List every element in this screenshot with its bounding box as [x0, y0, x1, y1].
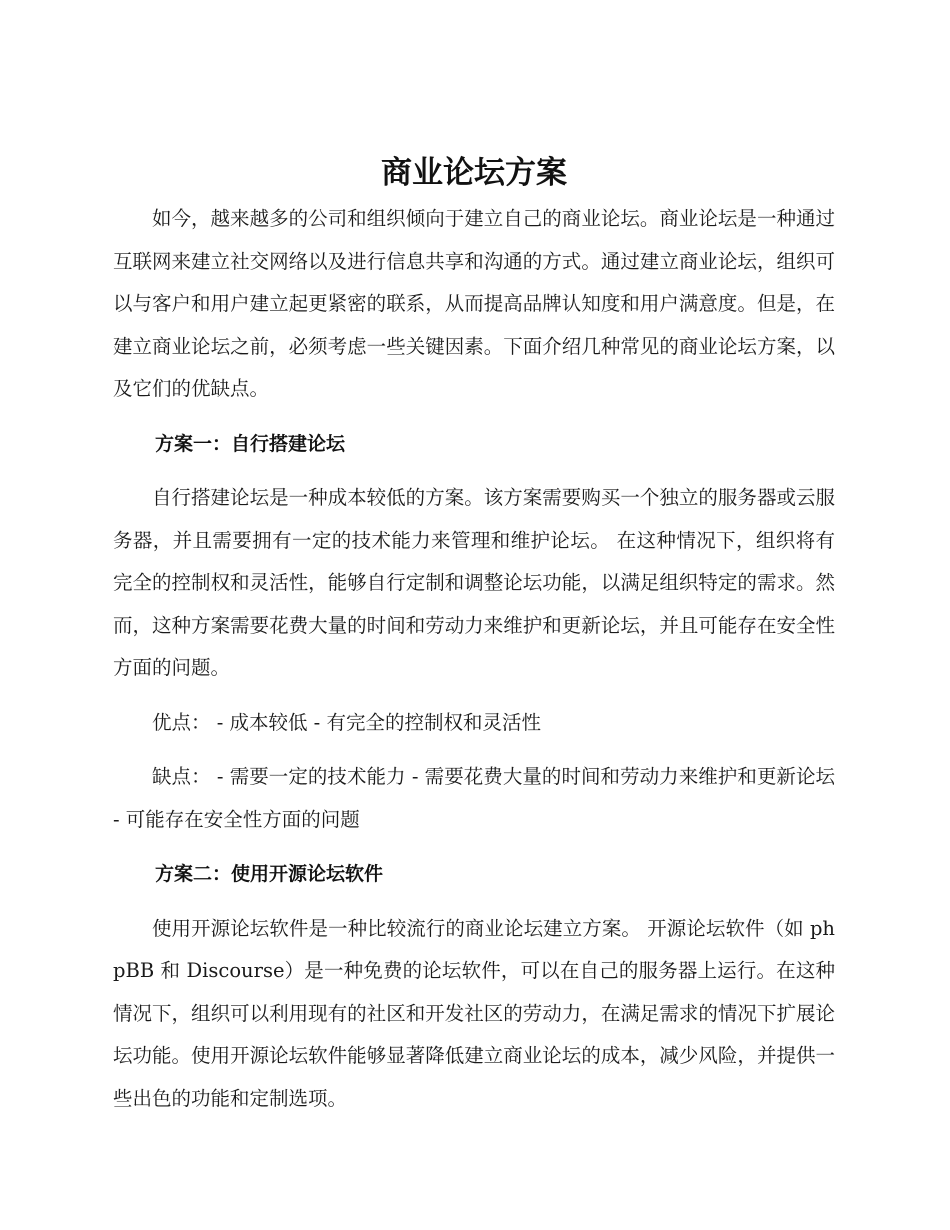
section-heading-option-2: 方案二：使用开源论坛软件 [155, 863, 384, 885]
section-heading-option-1: 方案一：自行搭建论坛 [155, 432, 346, 455]
section-body-option-1: 自行搭建论坛是一种成本较低的方案。该方案需要购买一个独立的服务器或云服务器，并且需要拥有一定的技术能力来管理和维护论坛。 在这种情况下，组织将有完全的控制权和灵活性，能够自行定制和调整论坛功能，以满足组织特定的需求。然而，这种方案需要花费大量的时间和劳动力来维护和更新论坛，并且可能存在安全性方面的问题。 [113, 486, 835, 679]
intro-paragraph: 如今，越来越多的公司和组织倾向于建立自己的商业论坛。商业论坛是一种通过互联网来建立社交网络以及进行信息共享和沟通的方式。通过建立商业论坛，组织可以与客户和用户建立起更紧密的联系，从而提高品牌认知度和用户满意度。但是，在建立商业论坛之前，必须考虑一些关键因素。下面介绍几种常见的商业论坛方案，以及它们的优缺点。 [113, 207, 835, 400]
pros-option-1: 优点： - 成本较低 - 有完全的控制权和灵活性 [152, 710, 541, 734]
document-title: 商业论坛方案 [381, 155, 567, 191]
document-body [113, 148, 835, 1120]
section-body-option-2: 使用开源论坛软件是一种比较流行的商业论坛建立方案。 开源论坛软件（如 phpBB 和 Discourse）是一种免费的论坛软件，可以在自己的服务器上运行。在这种情况下，组织可以利用现有的社区和开发社区的劳动力，在满足需求的情况下扩展论坛功能。使用开源论坛软件能够显著降低建立商业论坛的成本，减少风险，并提供一些出色的功能和定制选项。 [113, 916, 835, 1110]
cons-option-1: 缺点： - 需要一定的技术能力 - 需要花费大量的时间和劳动力来维护和更新论坛 - 可能存在安全性方面的问题 [113, 765, 835, 831]
